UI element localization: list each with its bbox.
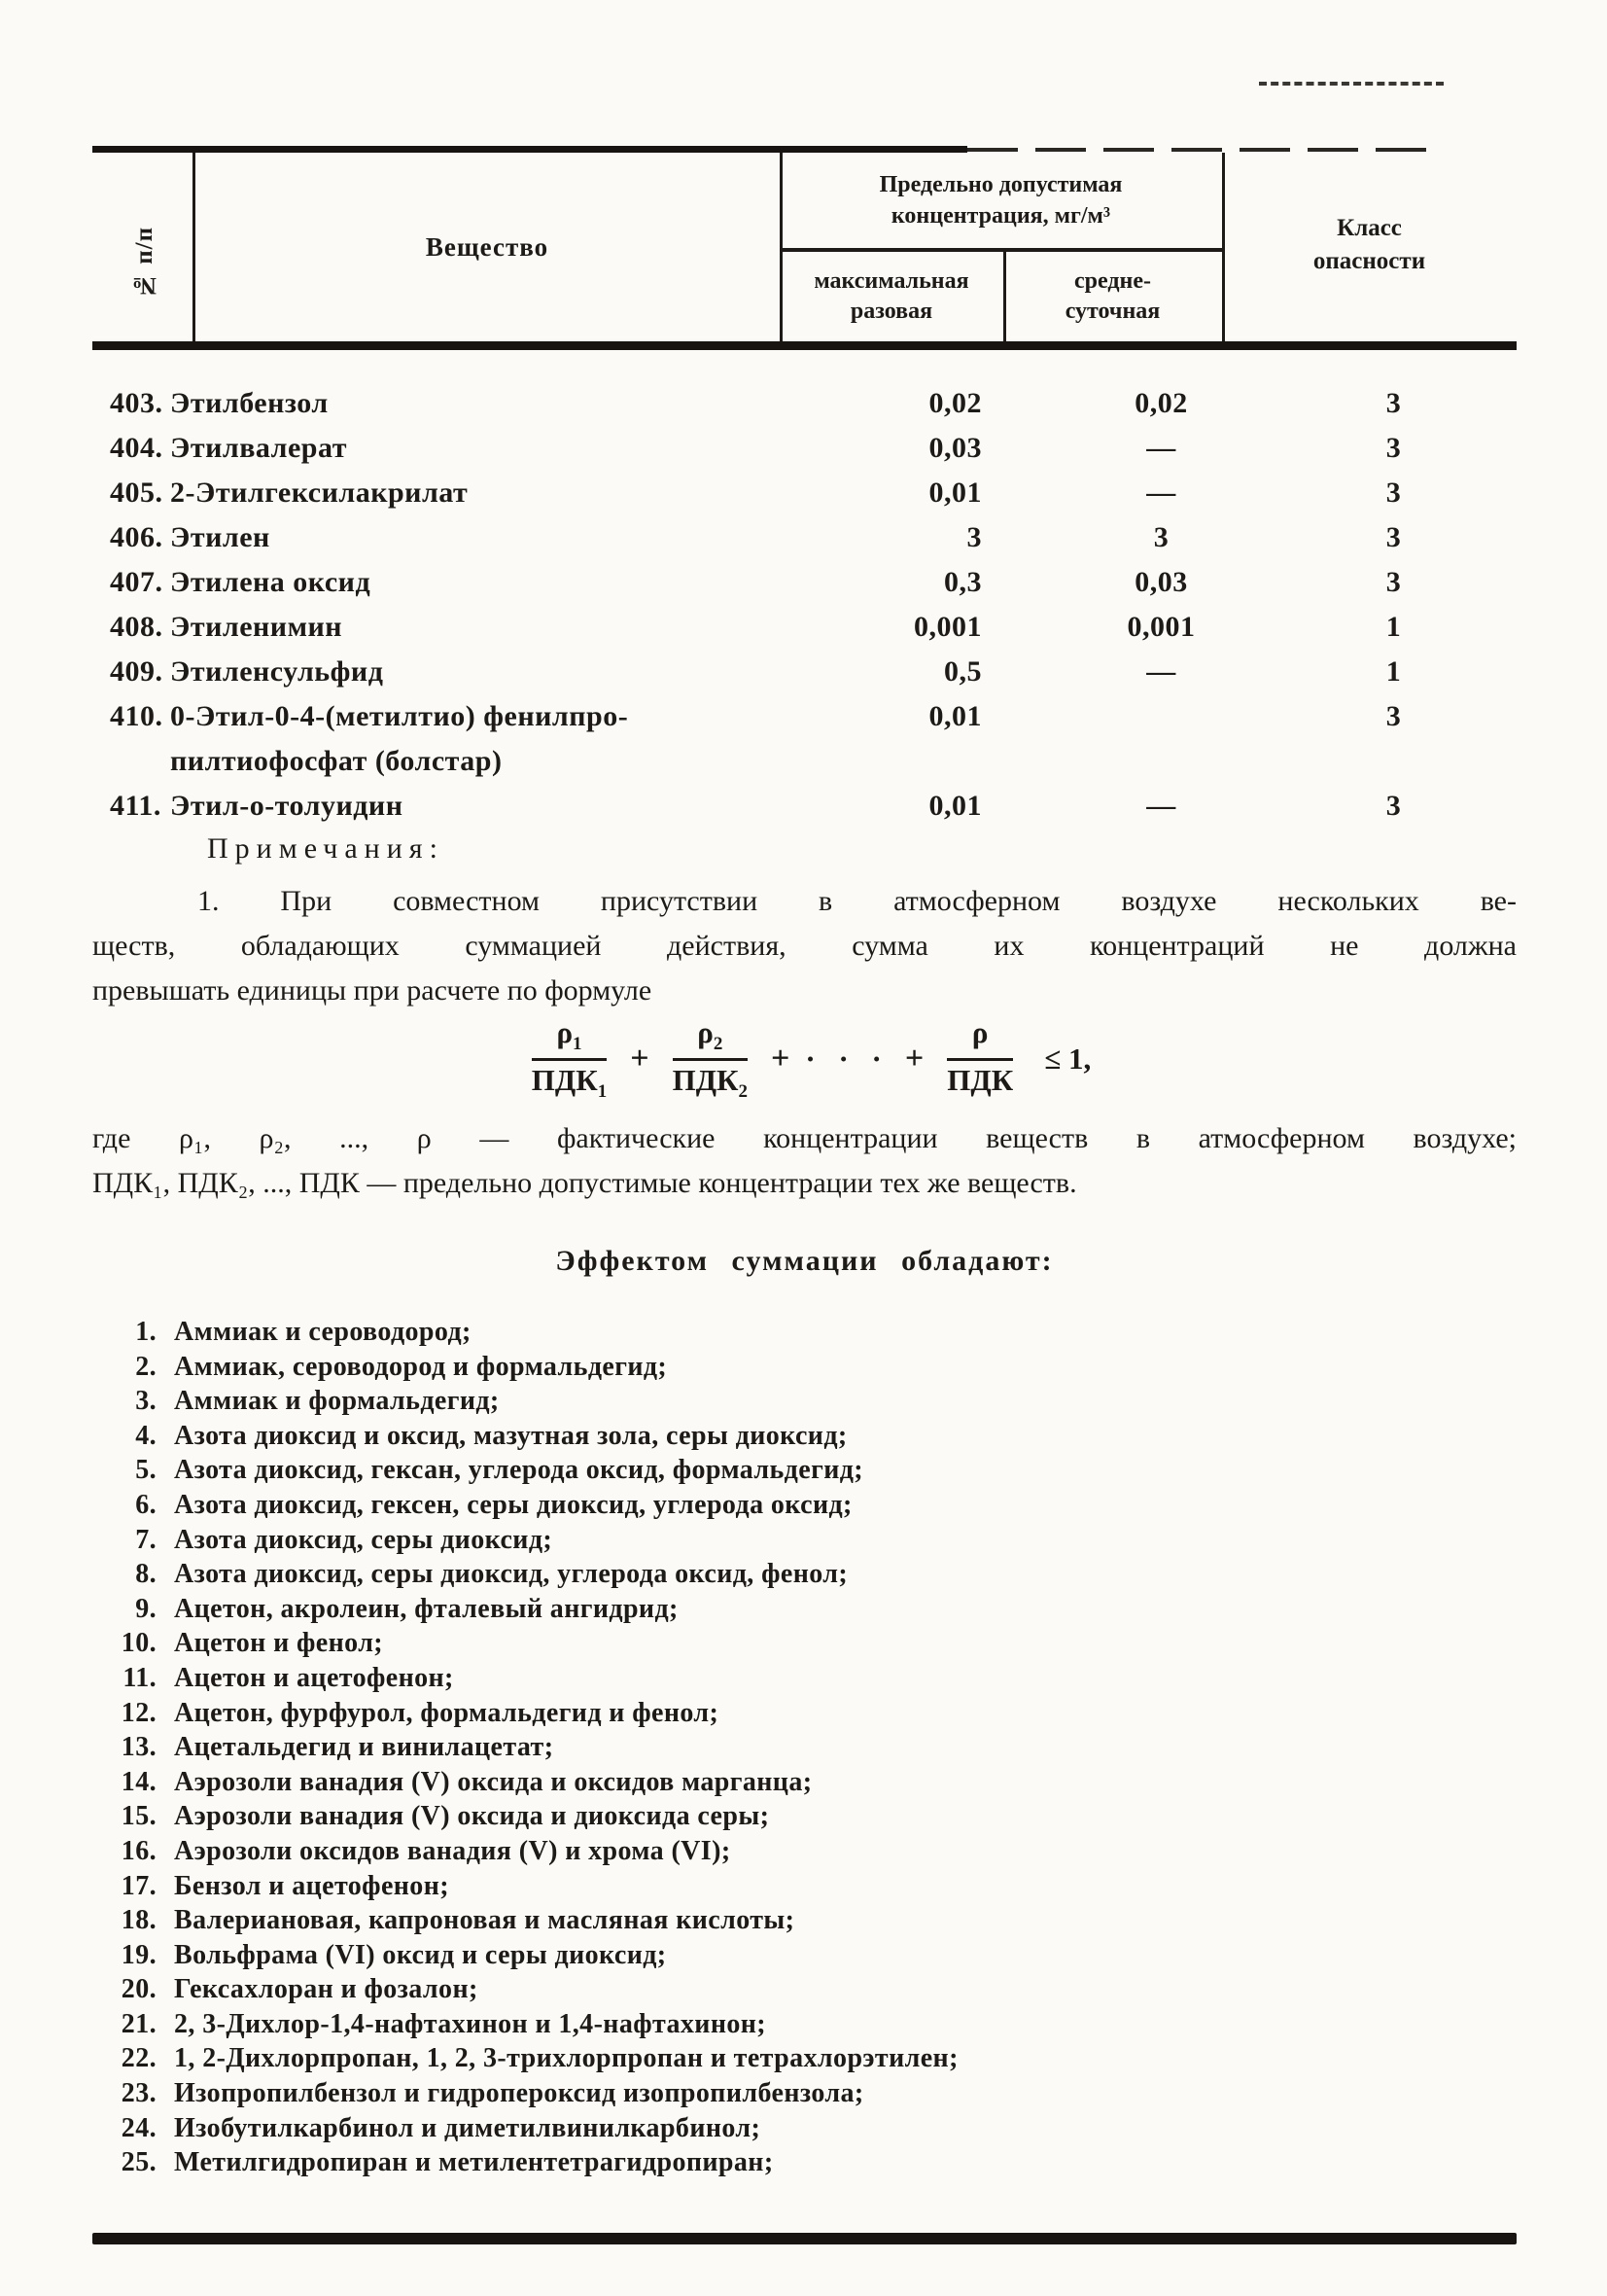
list-item [92, 1696, 1517, 1731]
column-header-pdk-avg-label: средне-суточная [1065, 268, 1161, 324]
substance-name: Этилена оксид [170, 566, 371, 598]
substance-name: Этилен [170, 521, 270, 553]
fraction-denominator: $ПДК_1$ [531, 1063, 608, 1103]
substance-name-line2: пилтиофосфат (болстар) [170, 745, 503, 777]
item-number: 9. [135, 1593, 157, 1624]
table-top-rule [92, 146, 967, 153]
list-item [92, 1523, 1517, 1558]
pdk-max-value: 0,3 [944, 566, 982, 598]
scan-edge-dashes [1259, 82, 1444, 86]
pdk-table-header [92, 146, 1517, 350]
column-header-number-label: № п/п [131, 226, 157, 299]
legend-line: ПДК₁, ПДК₂, ..., ПДК — предельно допустимые концентрации тех же веществ. [92, 1167, 1077, 1199]
item-text: Аммиак и сероводород; [174, 1317, 472, 1347]
pdk-avg-value: 0,001 [1127, 611, 1196, 643]
item-text: Азота диоксид, серы диоксид; [174, 1524, 553, 1555]
item-text: Изопропилбензол и гидропероксид изопропилбензола; [174, 2078, 864, 2109]
list-item [92, 1384, 1517, 1419]
row-number: 411. [110, 790, 161, 822]
table-row [92, 560, 1517, 605]
item-number: 11. [122, 1662, 157, 1693]
fraction-numerator: $\rho_1$ [556, 1014, 582, 1054]
substance-name: Этилвалерат [170, 432, 347, 464]
pdk-max-value: 0,5 [944, 655, 982, 688]
table-row [92, 650, 1517, 694]
item-text: Ацетон и фенол; [174, 1628, 384, 1659]
divider-substance-pdk [780, 153, 783, 341]
plus-operator: + [630, 1041, 649, 1077]
item-text: Метилгидропиран и метилентетрагидропиран; [174, 2147, 774, 2178]
item-text: Аэрозоли ванадия (V) оксида и диоксида серы; [174, 1801, 770, 1832]
list-item [92, 1972, 1517, 2007]
substance-name-line1: 0-Этил-0-4-(метилтио) фенилпро- [170, 700, 629, 732]
pdk-max-value: 0,01 [928, 477, 982, 509]
list-item [92, 2111, 1517, 2146]
list-item [92, 2076, 1517, 2111]
column-header-pdk-avg [1008, 255, 1217, 338]
list-item [92, 2145, 1517, 2180]
hazard-class-value: 1 [1385, 655, 1402, 688]
item-number: 8. [135, 1559, 157, 1590]
list-item [92, 1938, 1517, 1973]
summation-list [92, 1315, 1517, 2180]
fraction-numerator: ρ [971, 1014, 989, 1049]
hazard-class-value: 3 [1385, 566, 1402, 598]
list-item [92, 1765, 1517, 1800]
table-row [92, 784, 1517, 829]
list-item [92, 1834, 1517, 1869]
pdk-avg-value: — [1146, 655, 1176, 688]
table-row [92, 605, 1517, 650]
row-number: 404. [110, 432, 163, 464]
item-text: Аммиак, сероводород и формальдегид; [174, 1351, 668, 1382]
item-text: Азота диоксид, гексен, серы диоксид, углерода оксид; [174, 1489, 853, 1520]
item-number: 16. [121, 1835, 157, 1866]
item-number: 10. [121, 1628, 157, 1659]
column-header-hazard-class [1227, 196, 1512, 294]
substance-name [170, 694, 828, 784]
list-item [92, 1488, 1517, 1523]
formula-fraction-1 [532, 1015, 607, 1103]
substance-name: Этилбензол [170, 387, 329, 419]
item-number: 4. [135, 1420, 157, 1451]
item-text: Аэрозоли оксидов ванадия (V) и хрома (VI); [174, 1835, 731, 1866]
pdk-avg-value: — [1146, 432, 1176, 464]
table-row [92, 694, 1517, 784]
item-number: 6. [135, 1489, 157, 1520]
hazard-class-value: 3 [1385, 432, 1402, 464]
plus-operator: + [904, 1041, 925, 1077]
item-number: 13. [121, 1732, 157, 1763]
list-item [92, 1799, 1517, 1834]
table-row [92, 426, 1517, 471]
substance-name: Этиленсульфид [170, 655, 384, 688]
column-header-number [100, 190, 190, 336]
pdk-avg-value: — [1146, 790, 1176, 822]
pdk-max-value: 0,03 [928, 432, 982, 464]
item-text: Ацетон, фурфурол, формальдегид и фенол; [174, 1697, 719, 1728]
note1-line: ществ, обладающих суммацией действия, сумма их концентраций не должна [92, 930, 1517, 962]
table-row [92, 515, 1517, 560]
notes-title: Примечания: [207, 832, 444, 865]
item-text: Азота диоксид, серы диоксид, углерода оксид, фенол; [174, 1559, 849, 1590]
item-number: 17. [121, 1870, 157, 1901]
list-item [92, 1730, 1517, 1765]
row-number: 403. [110, 387, 163, 419]
item-text: Ацетон, акролеин, фталевый ангидрид; [174, 1593, 679, 1624]
row-number: 405. [110, 477, 163, 509]
item-number: 25. [121, 2147, 157, 2178]
column-header-hazard-class-label: Класс опасности [1312, 215, 1426, 274]
item-number: 20. [121, 1974, 157, 2005]
hazard-class-value: 3 [1385, 387, 1402, 419]
item-number: 2. [135, 1351, 157, 1382]
hazard-class-value: 3 [1385, 477, 1402, 509]
pdk-avg-value: — [1146, 477, 1176, 509]
item-text: Аммиак и формальдегид; [174, 1386, 500, 1417]
list-item [92, 1592, 1517, 1627]
item-text: Бензол и ацетофенон; [174, 1870, 449, 1901]
fraction-numerator: $\rho_2$ [697, 1014, 723, 1054]
page-bottom-rule [92, 2233, 1517, 2244]
item-number: 1. [135, 1317, 157, 1347]
divider-pdk-class [1222, 153, 1225, 341]
divider-num-substance [192, 153, 195, 341]
list-item [92, 1869, 1517, 1904]
item-text: 1, 2-Дихлорпропан, 1, 2, 3-трихлорпропан и тетрахлорэтилен; [174, 2043, 959, 2074]
fraction-bar [532, 1058, 607, 1061]
formula-legend [92, 1116, 1517, 1206]
pdk-max-value: 0,01 [928, 700, 982, 732]
list-item [92, 1661, 1517, 1696]
item-text: Аэрозоли ванадия (V) оксида и оксидов марганца; [174, 1766, 813, 1797]
pdk-max-value: 0,01 [928, 790, 982, 822]
substance-name: 2-Этилгексилакрилат [170, 477, 469, 509]
pdk-avg-value: 3 [1153, 521, 1170, 553]
item-text: Валериановая, капроновая и масляная кислоты; [174, 1905, 795, 1936]
row-number: 408. [110, 611, 163, 643]
item-number: 7. [135, 1524, 157, 1555]
formula-fraction-2 [673, 1015, 748, 1103]
table-header-bottom-rule [92, 341, 1517, 350]
column-header-substance-label: Вещество [425, 231, 549, 262]
pdk-avg-value: 0,03 [1135, 566, 1188, 598]
item-text: Азота диоксид, гексан, углерода оксид, формальдегид; [174, 1455, 864, 1486]
pdk-table-body [92, 381, 1517, 829]
item-number: 22. [121, 2043, 157, 2074]
item-text: Вольфрама (VI) оксид и серы диоксид; [174, 1939, 667, 1970]
item-text: Гексахлоран и фозалон; [174, 1974, 478, 2005]
note1-line: 1. При совместном присутствии в атмосферном воздухе нескольких ве- [197, 885, 1517, 917]
item-number: 3. [135, 1386, 157, 1417]
column-header-pdk-label: Предельно допустимая концентрация, мг/м³ [879, 172, 1123, 229]
row-number: 409. [110, 655, 163, 688]
divider-max-avg [1003, 252, 1006, 341]
column-header-pdk-max [785, 255, 998, 338]
legend-line: где ρ₁, ρ₂, ..., ρ — фактические концентрации веществ в атмосферном воздухе; [92, 1122, 1517, 1154]
summation-heading: Эффектом суммации обладают: [555, 1245, 1054, 1277]
substance-name: Этиленимин [170, 611, 343, 643]
item-number: 18. [121, 1905, 157, 1936]
item-number: 24. [121, 2112, 157, 2143]
list-item [92, 1419, 1517, 1454]
pdk-max-value: 0,02 [928, 387, 982, 419]
hazard-class-value: 3 [1385, 700, 1402, 732]
list-item [92, 1626, 1517, 1661]
item-number: 12. [121, 1697, 157, 1728]
fraction-bar [947, 1058, 1013, 1061]
pdk-max-value: 0,001 [914, 611, 982, 643]
column-header-pdk-max-label: максимальная разовая [814, 268, 969, 324]
relation-leq-one: ≤ 1, [1044, 1042, 1092, 1076]
column-header-pdk [785, 156, 1217, 245]
pdk-avg-value: 0,02 [1135, 387, 1188, 419]
formula-fraction-n [947, 1015, 1013, 1103]
item-text: Азота диоксид и оксид, мазутная зола, серы диоксид; [174, 1420, 848, 1451]
item-text: Ацетальдегид и винилацетат; [174, 1732, 554, 1763]
table-top-rule-broken [967, 148, 1439, 152]
plus-operator: + [771, 1041, 790, 1077]
column-header-substance [196, 153, 778, 341]
item-number: 15. [121, 1801, 157, 1832]
item-number: 19. [121, 1939, 157, 1970]
ellipsis-dots: · · · [805, 1042, 890, 1076]
table-row [92, 471, 1517, 515]
notes-section [92, 832, 1517, 1013]
table-row [92, 381, 1517, 426]
list-item [92, 2007, 1517, 2042]
fraction-bar [673, 1058, 748, 1061]
item-number: 23. [121, 2078, 157, 2109]
item-text: 2, 3-Дихлор-1,4-нафтахинон и 1,4-нафтахинон; [174, 2008, 767, 2039]
substance-name: Этил-о-толуидин [170, 790, 403, 822]
list-item [92, 1315, 1517, 1350]
list-item [92, 2041, 1517, 2076]
list-item [92, 1453, 1517, 1488]
item-number: 21. [121, 2008, 157, 2039]
list-item [92, 1350, 1517, 1385]
note1-line: превышать единицы при расчете по формуле [92, 974, 652, 1007]
hazard-class-value: 3 [1385, 790, 1402, 822]
item-number: 14. [121, 1766, 157, 1797]
fraction-denominator: $ПДК_2$ [672, 1063, 748, 1103]
list-item [92, 1557, 1517, 1592]
list-item [92, 1903, 1517, 1938]
fraction-denominator: ПДК [947, 1063, 1014, 1097]
item-number: 5. [135, 1455, 157, 1486]
item-text: Изобутилкарбинол и диметилвинилкарбинол; [174, 2112, 761, 2143]
pdk-sum-formula [92, 1006, 1517, 1113]
row-number: 406. [110, 521, 163, 553]
hazard-class-value: 3 [1385, 521, 1402, 553]
row-number: 407. [110, 566, 163, 598]
hazard-class-value: 1 [1385, 611, 1402, 643]
item-text: Ацетон и ацетофенон; [174, 1662, 454, 1693]
pdk-max-value: 3 [966, 521, 982, 553]
row-number: 410. [110, 700, 163, 732]
pdk-subheader-rule [780, 248, 1222, 252]
